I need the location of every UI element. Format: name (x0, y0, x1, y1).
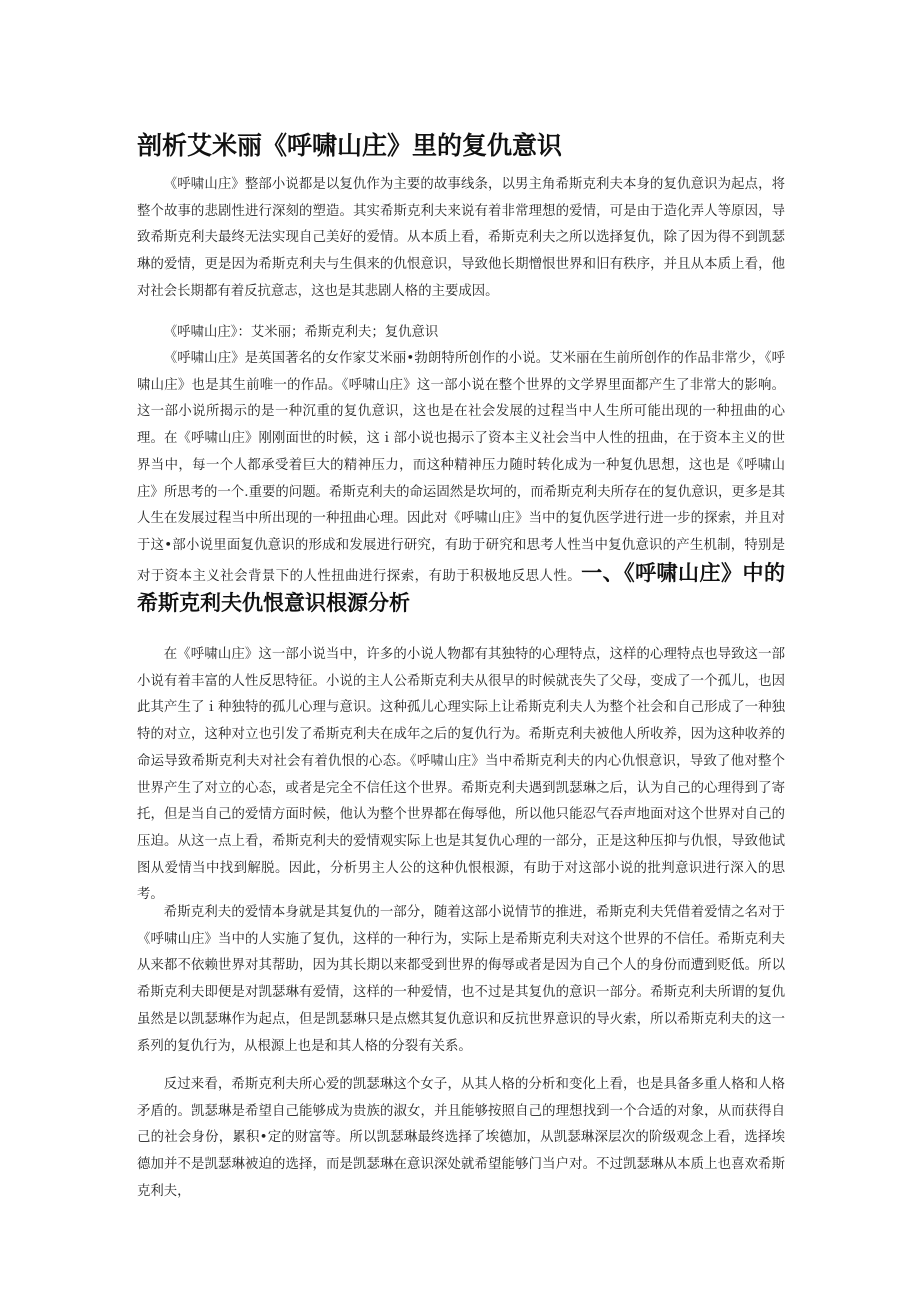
section-heading-1: 一、《呼啸山庄》中的希斯克利夫仇恨意识根源分析 (137, 560, 785, 616)
abstract-paragraph: 《呼啸山庄》整部小说都是以复仇作为主要的故事线条，以男主角希斯克利夫本身的复仇意识为起点，将整个故事的悲剧性进行深刻的塑造。其实希斯克利夫来说有着非常理想的爱情，可是由于造化弄人等原因，导致希斯克利夫最终无法实现自己美好的爱情。从本质上看，希斯克利夫之所以选择复仇，除了因为得不到凯瑟琳的爱情，更是因为希斯克利夫与生俱来的仇恨意识，导致他长期憎恨世界和旧有秩序，并且从本质上看，他对社会长期都有着反抗意志，这也是其悲剧人格的主要成因。 (137, 177, 785, 299)
section1-paragraph-1: 在《呼啸山庄》这一部小说当中，许多的小说人物都有其独特的心理特点，这样的心理特点也导致这一部小说有着丰富的人性反思特征。小说的主人公希斯克利夫从很早的时候就丧失了父母，变成了一个孤儿，也因此其产生了ｉ种独特的孤儿心理与意识。这种孤儿心理实际上让希斯克利夫人为整个社会和自己形成了一种独特的对立，这种对立也引发了希斯克利夫在成年之后的复仇行为。希斯克利夫被他人所收养，因为这种收养的命运导致希斯克利夫对社会有着仇恨的心态。《呼啸山庄》当中希斯克利夫的内心仇恨意识，导致了他对整个世界产生了对立的心态，或者是完全不信任这个世界。希斯克利夫遇到凯瑟琳之后，认为自己的心理得到了寄托，但是当自己的爱情方面时候，他认为整个世界都在侮辱他，所以他只能忍气吞声地面对这个世界对自己的压迫。从这一点上看，希斯克利夫的爱情观实际上也是其复仇心理的一部分，正是这种压抑与仇恨，导致他试图从爱情当中找到解脱。因此，分析男主人公的这种仇恨根源，有助于对这部小说的批判意识进行深入的思考。 (137, 647, 785, 903)
section1-paragraph-2: 希斯克利夫的爱情本身就是其复仇的一部分，随着这部小说情节的推进，希斯克利夫凭借着爱情之名对于《呼啸山庄》当中的人实施了复仇，这样的一种行为，实际上是希斯克利夫对这个世界的不信任。希斯克利夫从来都不依赖世界对其帮助，因为其长期以来都受到世界的侮辱或者是因为自己个人的身份而遭到贬低。所以希斯克利夫即便是对凯瑟琳有爱情，这样的一种爱情，也不过是其复仇的意识一部分。希斯克利夫所谓的复仇虽然是以凯瑟琳作为起点，但是凯瑟琳只是点燃其复仇意识和反抗世界意识的导火索，所以希斯克利夫的这一系列的复仇行为，从根源上也是和其人格的分裂有关系。 (137, 905, 785, 1054)
intro-paragraph (137, 346, 785, 621)
intro-text: 《呼啸山庄》是英国著名的女作家艾米丽•勃朗特所创作的小说。艾米丽在生前所创作的作品非常少，《呼啸山庄》也是其生前唯一的作品。《呼啸山庄》这一部小说在整个世界的文学界里面都产生了非常大的影响。这一部小说所揭示的是一种沉重的复仇意识，这也是在社会发展的过程当中人生所可能出现的一种扭曲的心理。在《呼啸山庄》刚刚面世的时候，这ｉ部小说也揭示了资本主义社会当中人性的扭曲，在于资本主义的世界当中，每一个人都承受着巨大的精神压力，而这种精神压力随时转化成为一种复仇思想，这也是《呼啸山庄》所思考的一个.重要的问题。希斯克利夫的命运固然是坎坷的，而希斯克利夫所存在的复仇意识，更多是其人生在发展过程当中所出现的一种扭曲心理。因此对《呼啸山庄》当中的复仇医学进行进一步的探索，并且对于这•部小说里面复仇意识的形成和发展进行研究，有助于研究和思考人性当中复仇意识的产生机制，特别是对于资本主义社会背景下的人性扭曲进行探索，有助于积极地反思人性。 (137, 351, 785, 584)
document-title: 剖析艾米丽《呼啸山庄》里的复仇意识 (137, 131, 563, 160)
keywords-line: 《呼啸山庄》：艾米丽；希斯克利夫；复仇意识 (163, 325, 439, 340)
section1-paragraph-3: 反过来看，希斯克利夫所心爱的凯瑟琳这个女子，从其人格的分析和变化上看，也是具备多重人格和人格矛盾的。凯瑟琳是希望自己能够成为贵族的淑女，并且能够按照自己的理想找到一个合适的对象，从而获得自己的社会身份，累积•定的财富等。所以凯瑟琳最终选择了埃德加，从凯瑟琳深层次的阶级观念上看，选择埃德加并不是凯瑟琳被迫的选择，而是凯瑟琳在意识深处就希望能够门当户对。不过凯瑟琳从本质上也喜欢希斯克利夫， (137, 1077, 785, 1199)
